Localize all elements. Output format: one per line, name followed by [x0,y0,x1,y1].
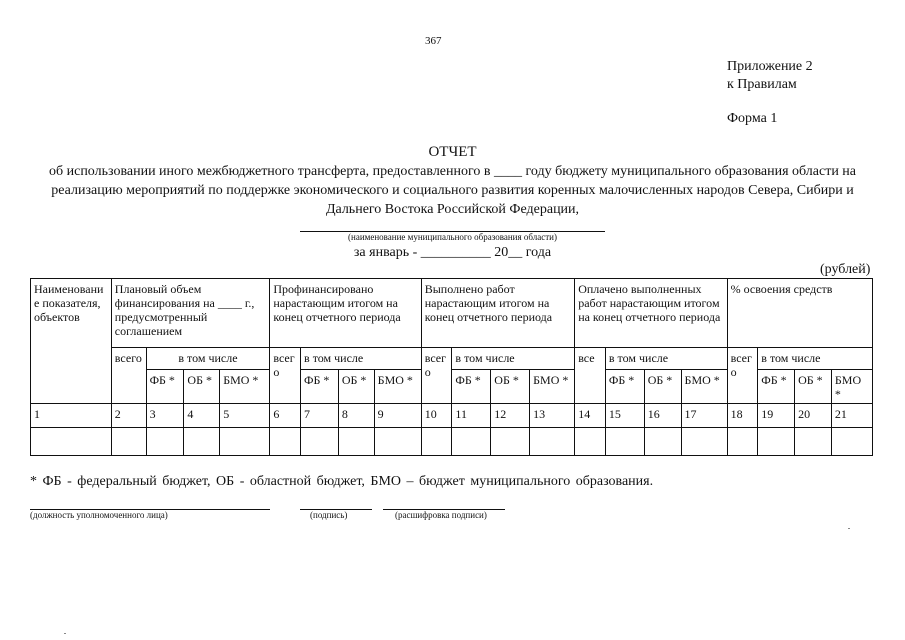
column-number: 12 [491,404,530,428]
column-number: 9 [374,404,421,428]
data-cell [831,428,872,456]
budget-ob: ОБ * [338,370,374,404]
column-number: 19 [758,404,795,428]
budget-ob: ОБ * [491,370,530,404]
signature-caption: (подпись) [310,510,348,520]
data-cell [338,428,374,456]
subheader-including: в том числе [301,348,422,370]
scan-speck [64,633,66,634]
report-subtitle: об использовании иного межбюджетного трансферта, предоставленного в ____ году бюджету муниципального образования области на реализацию мероприятий по поддержке экономического и социального развития коренных малочисленных народов Севера, Сибири и Дальнего Востока Российской Федерации, [48,164,857,217]
column-number: 6 [270,404,301,428]
table-header-row [31,279,873,348]
page-number: 367 [425,35,442,47]
column-number: 10 [421,404,452,428]
subheader-including: в том числе [758,348,873,370]
table-subheader-row [31,348,873,370]
budget-bmo: БМО * [374,370,421,404]
data-cell [270,428,301,456]
budget-ob: ОБ * [184,370,220,404]
subheader-including: в том числе [605,348,727,370]
header-percent: % освоения средств [727,279,872,348]
data-cell [681,428,727,456]
data-cell [31,428,112,456]
data-cell [220,428,270,456]
column-number: 4 [184,404,220,428]
header-paid: Оплачено выполненных работ нарастающим итогом на конец отчетного периода [575,279,727,348]
data-cell [575,428,606,456]
form-label: Форма 1 [727,111,778,126]
column-number: 15 [605,404,644,428]
data-cell [530,428,575,456]
column-number: 13 [530,404,575,428]
column-number-row [31,404,873,428]
column-number: 21 [831,404,872,428]
units-label: (рублей) [820,262,871,277]
budget-fb: ФБ * [452,370,491,404]
scan-speck [848,528,850,529]
header-financed: Профинансировано нарастающим итогом на конец отчетного периода [270,279,421,348]
appendix-reference [727,58,813,94]
budget-fb: ФБ * [758,370,795,404]
position-caption: (должность уполномоченного лица) [30,510,168,520]
data-cell [146,428,184,456]
header-name: Наименование показателя, объектов [31,279,112,404]
data-cell [374,428,421,456]
column-number: 11 [452,404,491,428]
data-cell [452,428,491,456]
column-number: 5 [220,404,270,428]
report-table [30,278,873,456]
data-cell [184,428,220,456]
budget-fb: ФБ * [301,370,339,404]
report-period: за январь - __________ 20__ года [353,245,552,260]
budget-footnote: * ФБ - федеральный бюджет, ОБ - областной бюджет, БМО – бюджет муниципального образования. [30,474,654,489]
subheader-including: в том числе [146,348,270,370]
budget-fb: ФБ * [146,370,184,404]
transcript-caption: (расшифровка подписи) [395,510,487,520]
data-cell [605,428,644,456]
column-number: 16 [644,404,681,428]
subheader-total: всего [111,348,146,404]
header-performed: Выполнено работ нарастающим итогом на конец отчетного периода [421,279,574,348]
budget-bmo: БМО * [831,370,872,404]
data-cell [301,428,339,456]
data-cell [491,428,530,456]
budget-bmo: БМО * [530,370,575,404]
appendix-line-2: к Правилам [727,77,797,92]
budget-bmo: БМО * [681,370,727,404]
column-number: 2 [111,404,146,428]
data-cell [795,428,832,456]
data-cell [758,428,795,456]
budget-fb: ФБ * [605,370,644,404]
subheader-total: всего [727,348,758,404]
column-number: 17 [681,404,727,428]
subheader-total: все [575,348,606,404]
column-number: 14 [575,404,606,428]
column-number: 20 [795,404,832,428]
budget-bmo: БМО * [220,370,270,404]
empty-data-row [31,428,873,456]
subheader-total: всего [421,348,452,404]
municipality-caption: (наименование муниципального образования области) [348,232,557,242]
budget-ob: ОБ * [795,370,832,404]
header-planned: Плановый объем финансирования на ____ г., предусмотренный соглашением [111,279,270,348]
data-cell [644,428,681,456]
subheader-total: всего [270,348,301,404]
data-cell [421,428,452,456]
data-cell [727,428,758,456]
budget-ob: ОБ * [644,370,681,404]
column-number: 7 [301,404,339,428]
column-number: 1 [31,404,112,428]
column-number: 8 [338,404,374,428]
report-title: ОТЧЕТ [428,144,477,160]
column-number: 3 [146,404,184,428]
column-number: 18 [727,404,758,428]
appendix-line-1: Приложение 2 [727,59,813,74]
data-cell [111,428,146,456]
subheader-including: в том числе [452,348,575,370]
